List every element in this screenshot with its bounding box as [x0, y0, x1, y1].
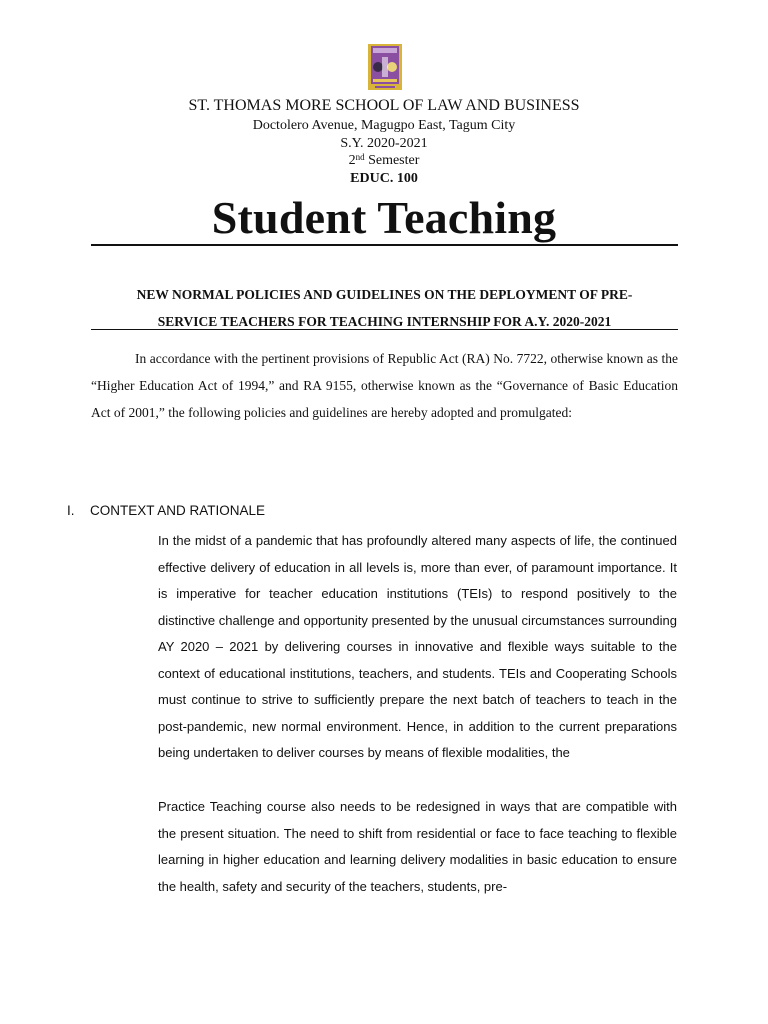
intro-paragraph: In accordance with the pertinent provisions of Republic Act (RA) No. 7722, otherwise known as the “Higher Education Act of 1994,” and RA 9155, otherwise known as the “Governance of Basic Education Act of 2001,” the following policies and guidelines are hereby adopted and promulgated:: [91, 351, 678, 420]
school-name: ST. THOMAS MORE SCHOOL OF LAW AND BUSINESS: [188, 97, 580, 114]
section-paragraph-1: In the midst of a pandemic that has profoundly altered many aspects of life, the continued effective delivery of education in all levels is, more than ever, of paramount importance. It is imperative for teacher education institutions (TEIs) to respond positively to the distinctive challenge and opportunity presented by the unusual circumstances surrounding AY 2020 – 2021 by delivering courses in innovative and flexible ways suitable to the context of educational institutions, teachers, and students. TEIs and Cooperating Schools must continue to strive to sufficiently prepare the next batch of teachers to teach in the post-pandemic, new normal environment. Hence, in addition to the current preparations being undertaken to deliver courses by means of flexible modalities, the: [158, 533, 677, 760]
school-seal-icon: [367, 43, 403, 91]
heading-divider: [91, 329, 678, 330]
section-paragraph-2: Practice Teaching course also needs to be redesigned in ways that are compatible with the present situation. The need to shift from residential or face to face teaching to flexible learning in higher education and learning delivery modalities in basic education to ensure the health, safety and security of the teachers, students, pre-: [158, 799, 677, 894]
semester-number: 2: [348, 153, 356, 168]
school-year: S.Y. 2020-2021: [340, 136, 428, 151]
course-code: EDUC. 100: [350, 171, 418, 186]
section-number: I.: [67, 503, 75, 518]
policy-heading-line-1: NEW NORMAL POLICIES AND GUIDELINES ON THE DEPLOYMENT OF PRE-: [136, 287, 633, 302]
semester-suffix: nd: [355, 152, 365, 162]
policy-heading-line-2: SERVICE TEACHERS FOR TEACHING INTERNSHIP FOR A.Y. 2020-2021: [157, 314, 612, 329]
school-address: Doctolero Avenue, Magugpo East, Tagum City: [252, 118, 516, 133]
policy-heading: [91, 281, 678, 335]
semester-word: Semester: [364, 153, 420, 168]
semester: [0, 153, 768, 169]
page-title: Student Teaching: [211, 192, 557, 243]
title-divider: [91, 244, 678, 246]
section-title: CONTEXT AND RATIONALE: [90, 503, 266, 518]
section-heading: [67, 503, 265, 518]
